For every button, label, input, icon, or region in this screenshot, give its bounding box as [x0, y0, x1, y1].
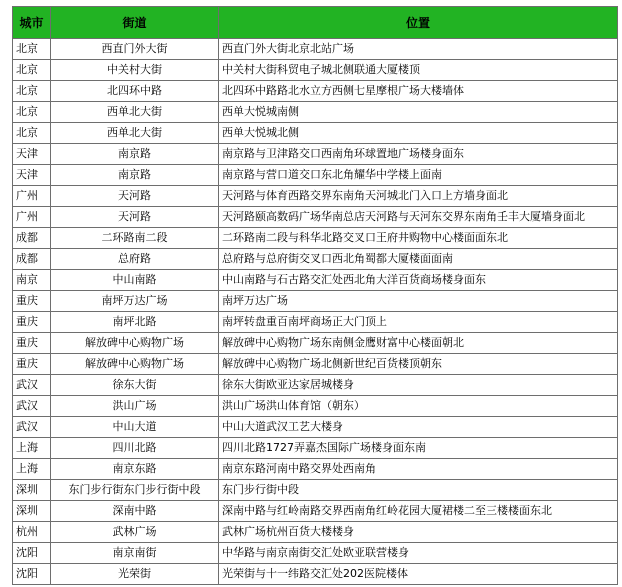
street-cell[interactable]: 南坪北路 [51, 312, 219, 333]
position-cell[interactable]: 洪山广场洪山体育馆（朝东） [219, 396, 618, 417]
table-row [13, 522, 618, 543]
table-header [13, 7, 618, 39]
street-cell[interactable]: 二环路南二段 [51, 228, 219, 249]
table-row [13, 39, 618, 60]
street-cell[interactable]: 解放碑中心购物广场 [51, 333, 219, 354]
city-cell[interactable]: 武汉 [13, 417, 51, 438]
city-cell[interactable]: 深圳 [13, 480, 51, 501]
table-row [13, 396, 618, 417]
position-cell[interactable]: 南坪转盘重百南坪商场正大门顶上 [219, 312, 618, 333]
city-cell[interactable]: 广州 [13, 207, 51, 228]
header-street[interactable]: 街道 [51, 7, 219, 39]
city-cell[interactable]: 成都 [13, 228, 51, 249]
table-row [13, 480, 618, 501]
city-cell[interactable]: 深圳 [13, 501, 51, 522]
table-row [13, 81, 618, 102]
city-cell[interactable]: 北京 [13, 123, 51, 144]
position-cell[interactable]: 武林广场杭州百货大楼楼身 [219, 522, 618, 543]
city-cell[interactable]: 上海 [13, 459, 51, 480]
table-row [13, 270, 618, 291]
city-cell[interactable]: 重庆 [13, 291, 51, 312]
table-body [13, 39, 618, 585]
street-cell[interactable]: 中山大道 [51, 417, 219, 438]
street-cell[interactable]: 中山南路 [51, 270, 219, 291]
street-cell[interactable]: 北四环中路 [51, 81, 219, 102]
position-cell[interactable]: 南京东路河南中路交界处西南角 [219, 459, 618, 480]
position-cell[interactable]: 总府路与总府街交叉口西北角蜀都大厦楼面面南 [219, 249, 618, 270]
position-cell[interactable]: 四川北路1727弄嘉杰国际广场楼身面东南 [219, 438, 618, 459]
city-cell[interactable]: 重庆 [13, 354, 51, 375]
position-cell[interactable]: 南坪万达广场 [219, 291, 618, 312]
position-cell[interactable]: 北四环中路路北水立方西侧七星摩根广场大楼墙体 [219, 81, 618, 102]
street-cell[interactable]: 四川北路 [51, 438, 219, 459]
header-city[interactable]: 城市 [13, 7, 51, 39]
position-cell[interactable]: 中山南路与石古路交汇处西北角大洋百货商场楼身面东 [219, 270, 618, 291]
position-cell[interactable]: 二环路南二段与科华北路交叉口王府井购物中心楼面面东北 [219, 228, 618, 249]
position-cell[interactable]: 解放碑中心购物广场北侧新世纪百货楼顶朝东 [219, 354, 618, 375]
table-row [13, 501, 618, 522]
table-row [13, 144, 618, 165]
position-cell[interactable]: 天河路与体育西路交界东南角天河城北门入口上方墙身面北 [219, 186, 618, 207]
position-cell[interactable]: 中华路与南京南街交汇处欧亚联营楼身 [219, 543, 618, 564]
position-cell[interactable]: 南京路与卫津路交口西南角环球置地广场楼身面东 [219, 144, 618, 165]
street-cell[interactable]: 天河路 [51, 186, 219, 207]
table-row [13, 459, 618, 480]
city-cell[interactable]: 武汉 [13, 375, 51, 396]
street-cell[interactable]: 南坪万达广场 [51, 291, 219, 312]
table-row [13, 417, 618, 438]
position-cell[interactable]: 西直门外大街北京北站广场 [219, 39, 618, 60]
position-cell[interactable]: 徐东大街欧亚达家居城楼身 [219, 375, 618, 396]
city-cell[interactable]: 武汉 [13, 396, 51, 417]
position-cell[interactable]: 天河路颐高数码广场华南总店天河路与天河东交界东南角壬丰大厦墙身面北 [219, 207, 618, 228]
table-row [13, 123, 618, 144]
position-cell[interactable]: 光荣街与十一纬路交汇处202医院楼体 [219, 564, 618, 585]
city-cell[interactable]: 重庆 [13, 333, 51, 354]
city-cell[interactable]: 北京 [13, 39, 51, 60]
position-cell[interactable]: 深南中路与红岭南路交界西南角红岭花园大厦裙楼二至三楼楼面东北 [219, 501, 618, 522]
table-row [13, 291, 618, 312]
city-cell[interactable]: 成都 [13, 249, 51, 270]
city-cell[interactable]: 重庆 [13, 312, 51, 333]
street-cell[interactable]: 深南中路 [51, 501, 219, 522]
table-row [13, 207, 618, 228]
table-row [13, 354, 618, 375]
street-cell[interactable]: 西单北大街 [51, 102, 219, 123]
table-row [13, 564, 618, 585]
street-cell[interactable]: 徐东大街 [51, 375, 219, 396]
location-table [12, 6, 618, 585]
position-cell[interactable]: 中关村大街科贸电子城北侧联通大厦楼顶 [219, 60, 618, 81]
street-cell[interactable]: 西直门外大街 [51, 39, 219, 60]
street-cell[interactable]: 西单北大街 [51, 123, 219, 144]
position-cell[interactable]: 东门步行街中段 [219, 480, 618, 501]
street-cell[interactable]: 南京东路 [51, 459, 219, 480]
table-row [13, 375, 618, 396]
city-cell[interactable]: 北京 [13, 102, 51, 123]
city-cell[interactable]: 天津 [13, 165, 51, 186]
street-cell[interactable]: 武林广场 [51, 522, 219, 543]
city-cell[interactable]: 北京 [13, 81, 51, 102]
city-cell[interactable]: 南京 [13, 270, 51, 291]
table-row [13, 333, 618, 354]
position-cell[interactable]: 中山大道武汉工艺大楼身 [219, 417, 618, 438]
table-row [13, 60, 618, 81]
street-cell[interactable]: 洪山广场 [51, 396, 219, 417]
city-cell[interactable]: 北京 [13, 60, 51, 81]
table-row [13, 186, 618, 207]
city-cell[interactable]: 天津 [13, 144, 51, 165]
table-row [13, 249, 618, 270]
table-row [13, 438, 618, 459]
street-cell[interactable]: 中关村大街 [51, 60, 219, 81]
header-row [13, 7, 618, 39]
street-cell[interactable]: 解放碑中心购物广场 [51, 354, 219, 375]
city-cell[interactable]: 沈阳 [13, 564, 51, 585]
position-cell[interactable]: 西单大悦城南侧 [219, 102, 618, 123]
street-cell[interactable]: 南京南街 [51, 543, 219, 564]
street-cell[interactable]: 天河路 [51, 207, 219, 228]
street-cell[interactable]: 南京路 [51, 165, 219, 186]
city-cell[interactable]: 广州 [13, 186, 51, 207]
street-cell[interactable]: 总府路 [51, 249, 219, 270]
street-cell[interactable]: 南京路 [51, 144, 219, 165]
position-cell[interactable]: 西单大悦城北侧 [219, 123, 618, 144]
street-cell[interactable]: 光荣街 [51, 564, 219, 585]
table-row [13, 312, 618, 333]
city-cell[interactable]: 沈阳 [13, 543, 51, 564]
table-row [13, 165, 618, 186]
table-row [13, 228, 618, 249]
position-cell[interactable]: 解放碑中心购物广场东南侧金鹰财富中心楼面朝北 [219, 333, 618, 354]
table-row [13, 543, 618, 564]
header-position[interactable]: 位置 [219, 7, 618, 39]
city-cell[interactable]: 上海 [13, 438, 51, 459]
street-cell[interactable]: 东门步行街东门步行街中段 [51, 480, 219, 501]
position-cell[interactable]: 南京路与营口道交口东北角耀华中学楼上面南 [219, 165, 618, 186]
city-cell[interactable]: 杭州 [13, 522, 51, 543]
table-row [13, 102, 618, 123]
